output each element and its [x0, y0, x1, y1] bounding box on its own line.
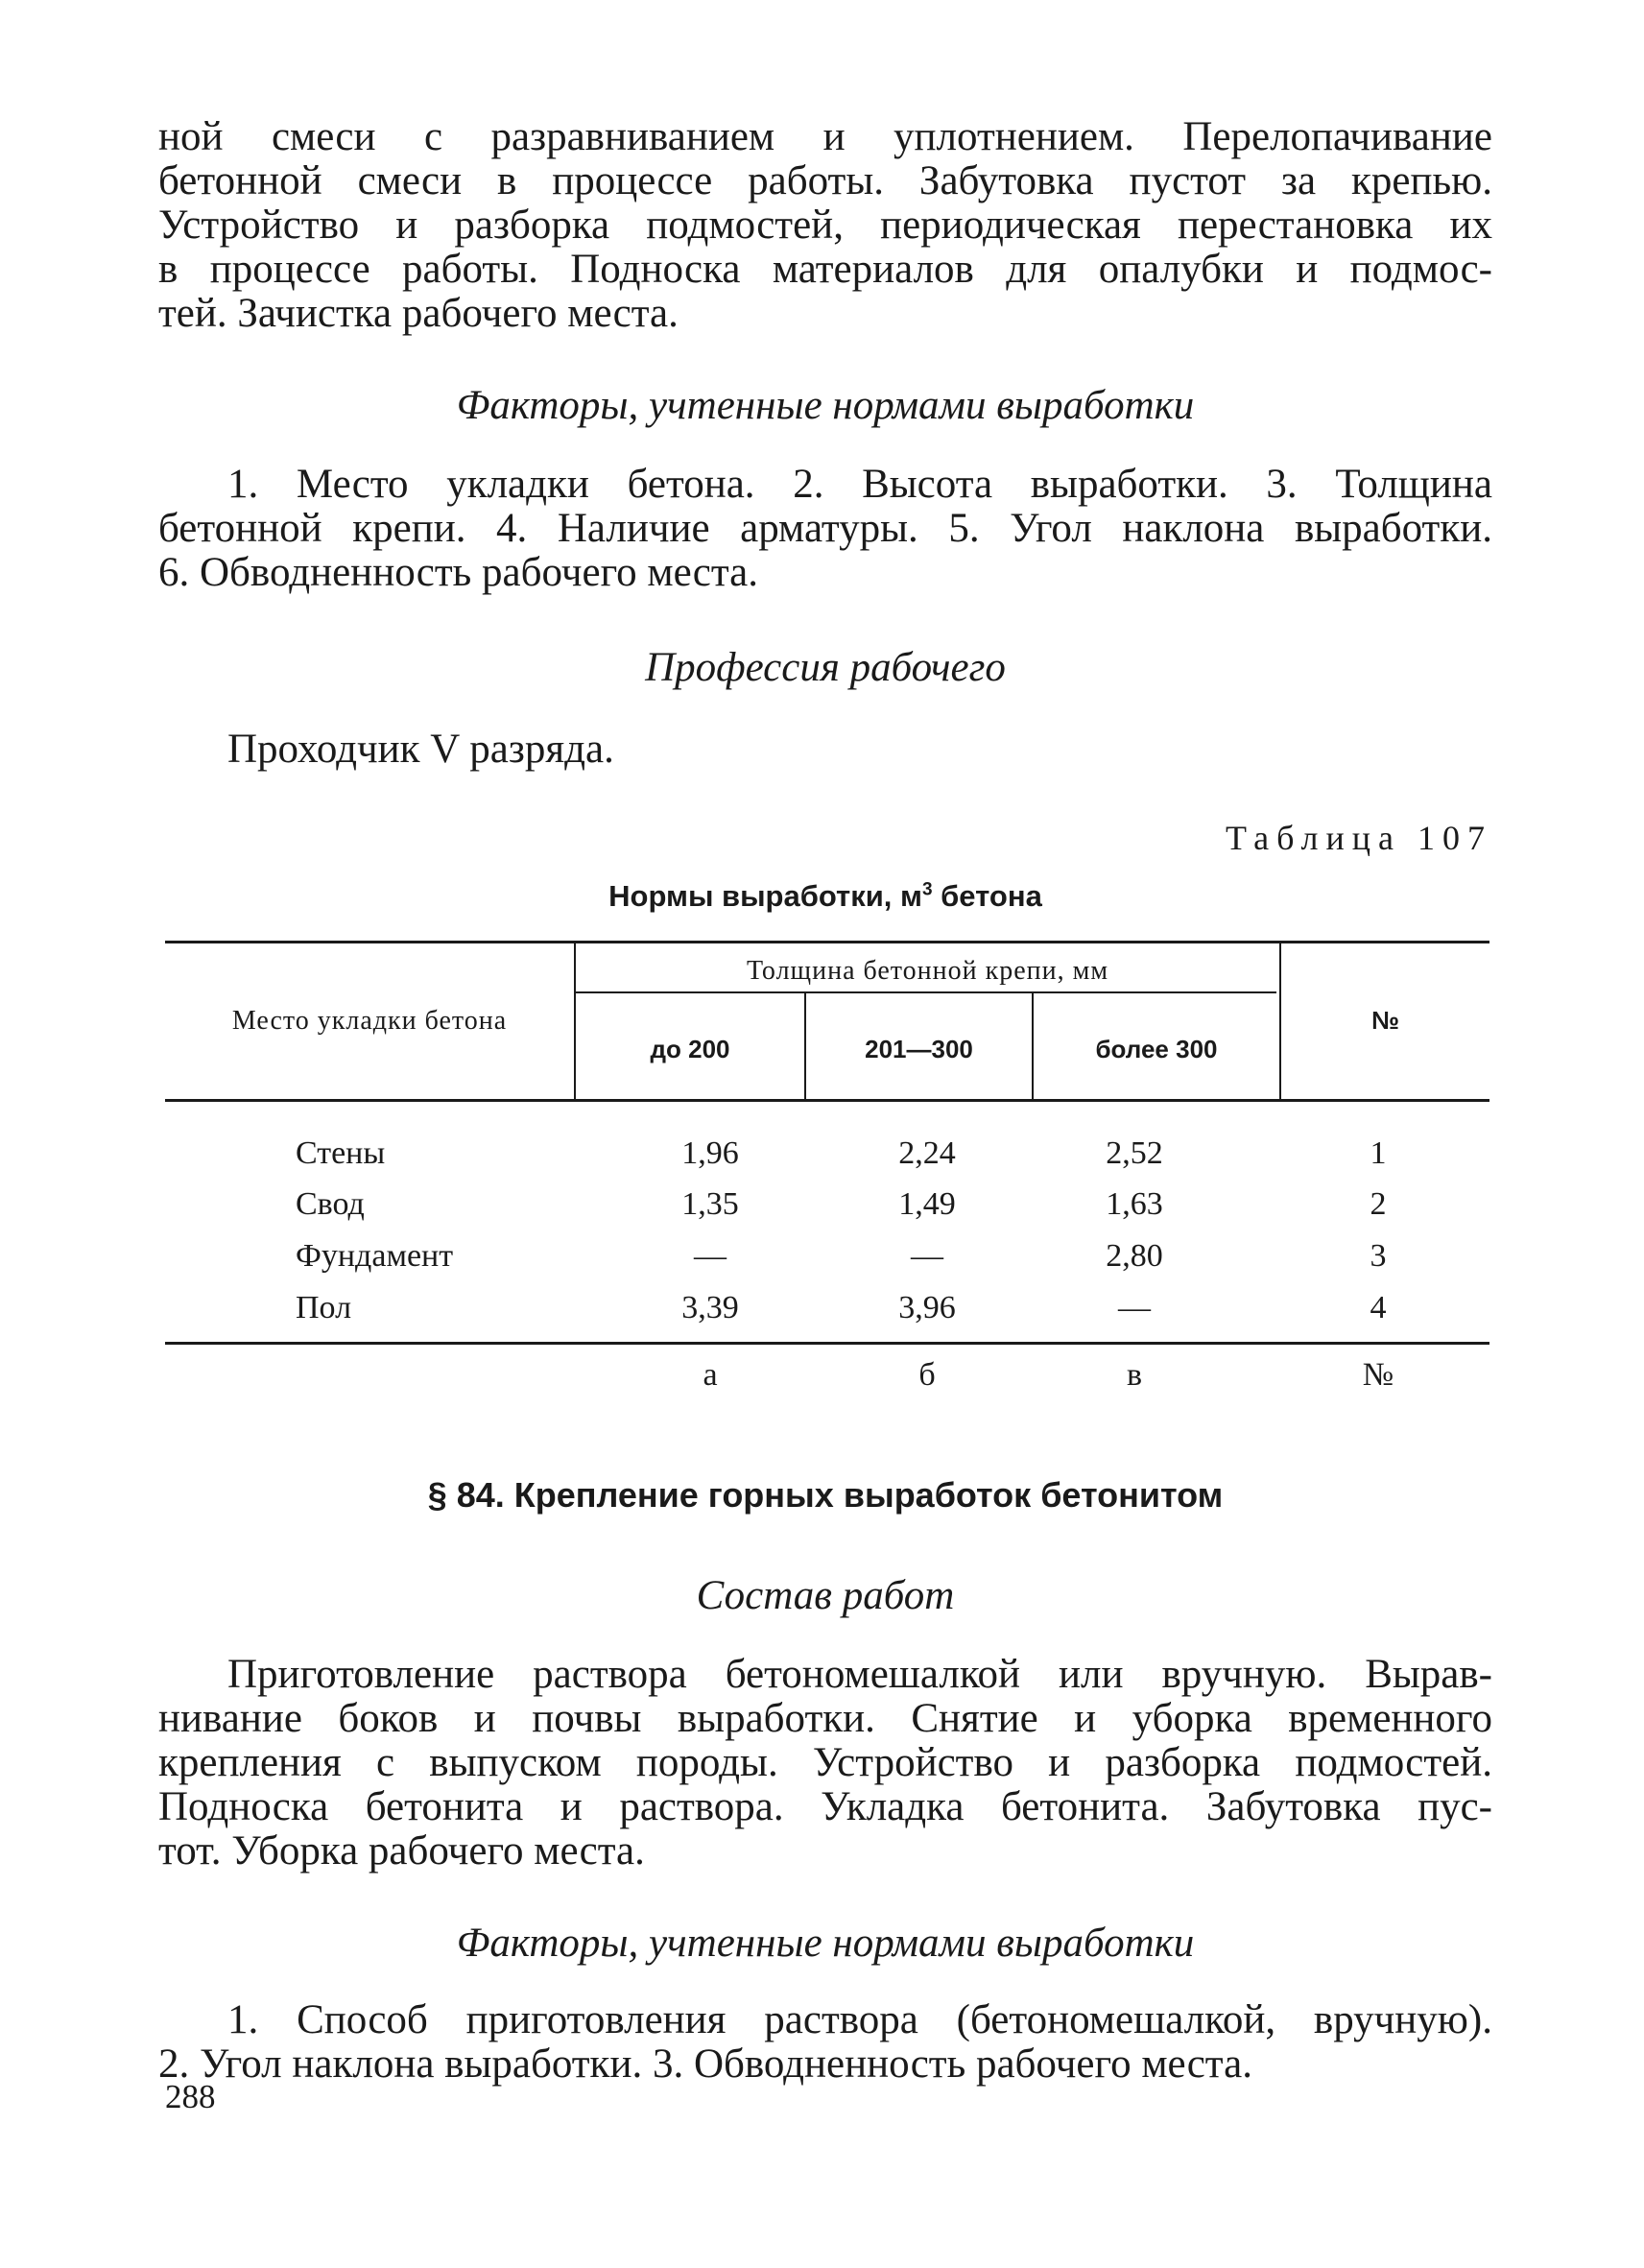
text-line: 2. Угол наклона выработки. 3. Обводненность рабочего места.	[158, 2041, 1252, 2087]
cell-c: 2,52	[1106, 1135, 1163, 1171]
group-header-rule	[576, 991, 1276, 993]
row-place: Фундамент	[296, 1238, 454, 1274]
column-header-b: 201—300	[865, 1035, 973, 1063]
profession-text	[158, 728, 1492, 772]
column-header-place: Место укладки бетона	[231, 1006, 508, 1036]
cell-num: 4	[1370, 1290, 1387, 1325]
text-line: Подноска бетонита и раствора. Укладка бетонита. Забутовка пус-	[158, 1784, 1492, 1829]
cell-b: —	[911, 1238, 943, 1274]
table-title-sup: 3	[921, 879, 933, 900]
work-heading: Состав работ	[696, 1573, 955, 1618]
text-line: Проходчик V разряда.	[227, 727, 614, 772]
header-bottom-rule	[165, 1099, 1489, 1102]
cell-a: —	[694, 1238, 727, 1274]
text-line: ной смеси с разравниванием и уплотнением. Перелопачивание	[158, 114, 1492, 159]
cell-b: 1,49	[898, 1186, 956, 1222]
cell-b: 2,24	[898, 1135, 956, 1171]
cell-c: —	[1118, 1290, 1151, 1325]
row-place: Свод	[296, 1186, 365, 1222]
footer-label-a: а	[703, 1357, 718, 1393]
footer-label-c: в	[1126, 1357, 1143, 1393]
column-header-a: до 200	[650, 1035, 730, 1063]
table-label: Таблица 107	[1226, 819, 1492, 857]
factors-heading-2: Факторы, учтенные нормами выработки	[456, 1921, 1195, 1966]
text-line: бетонной смеси в процессе работы. Забутовка пустот за крепью.	[158, 158, 1492, 203]
table-bottom-rule	[165, 1342, 1489, 1345]
row-place: Пол	[296, 1290, 352, 1325]
cell-a: 1,96	[681, 1135, 739, 1171]
column-group-header: Толщина бетонной крепи, мм	[746, 956, 1109, 986]
table-top-rule	[165, 941, 1489, 943]
intro-paragraph	[158, 115, 1492, 336]
cell-num: 3	[1370, 1238, 1387, 1274]
footer-label-b: б	[918, 1357, 936, 1393]
cell-num: 1	[1370, 1135, 1387, 1171]
profession-heading: Профессия рабочего	[645, 645, 1006, 690]
row-place: Стены	[296, 1135, 386, 1171]
cell-c: 2,80	[1106, 1238, 1163, 1274]
text-line: в процессе работы. Подноска материалов для опалубки и подмос-	[158, 247, 1492, 292]
column-header-num: №	[1371, 1006, 1399, 1035]
column-header-c: более 300	[1095, 1035, 1218, 1063]
table-title	[158, 879, 1492, 914]
page-number: 288	[165, 2078, 216, 2115]
table-title-text: Нормы выработки, м	[608, 879, 922, 913]
text-line: нивание боков и почвы выработки. Снятие и уборка временного	[158, 1696, 1492, 1741]
text-line: тей. Зачистка рабочего места.	[158, 291, 679, 336]
factors-paragraph-2	[158, 1998, 1492, 2087]
text-line: Устройство и разборка подмостей, периодическая перестановка их	[158, 203, 1492, 248]
text-line: бетонной крепи. 4. Наличие арматуры. 5. Угол наклона выработки.	[158, 506, 1492, 551]
cell-b: 3,96	[898, 1290, 956, 1325]
work-paragraph	[158, 1653, 1492, 1874]
table-title-suffix: бетона	[932, 879, 1042, 913]
cell-a: 3,39	[681, 1290, 739, 1325]
text-line: Приготовление раствора бетономешалкой или вручную. Вырав-	[227, 1652, 1492, 1697]
section-title: § 84. Крепление горных выработок бетонитом	[427, 1475, 1224, 1515]
factors-paragraph	[158, 463, 1492, 595]
footer-label-num: №	[1362, 1357, 1394, 1393]
cell-c: 1,63	[1106, 1186, 1163, 1222]
factors-heading: Факторы, учтенные нормами выработки	[456, 383, 1195, 428]
text-line: 1. Способ приготовления раствора (бетономешалкой, вручную).	[227, 1997, 1492, 2042]
text-line: крепления с выпуском породы. Устройство и разборка подмостей.	[158, 1740, 1492, 1785]
cell-a: 1,35	[681, 1186, 739, 1222]
text-line: тот. Уборка рабочего места.	[158, 1828, 645, 1874]
text-line: 6. Обводненность рабочего места.	[158, 550, 758, 595]
cell-num: 2	[1370, 1186, 1387, 1222]
text-line: 1. Место укладки бетона. 2. Высота выработки. 3. Толщина	[227, 462, 1492, 507]
